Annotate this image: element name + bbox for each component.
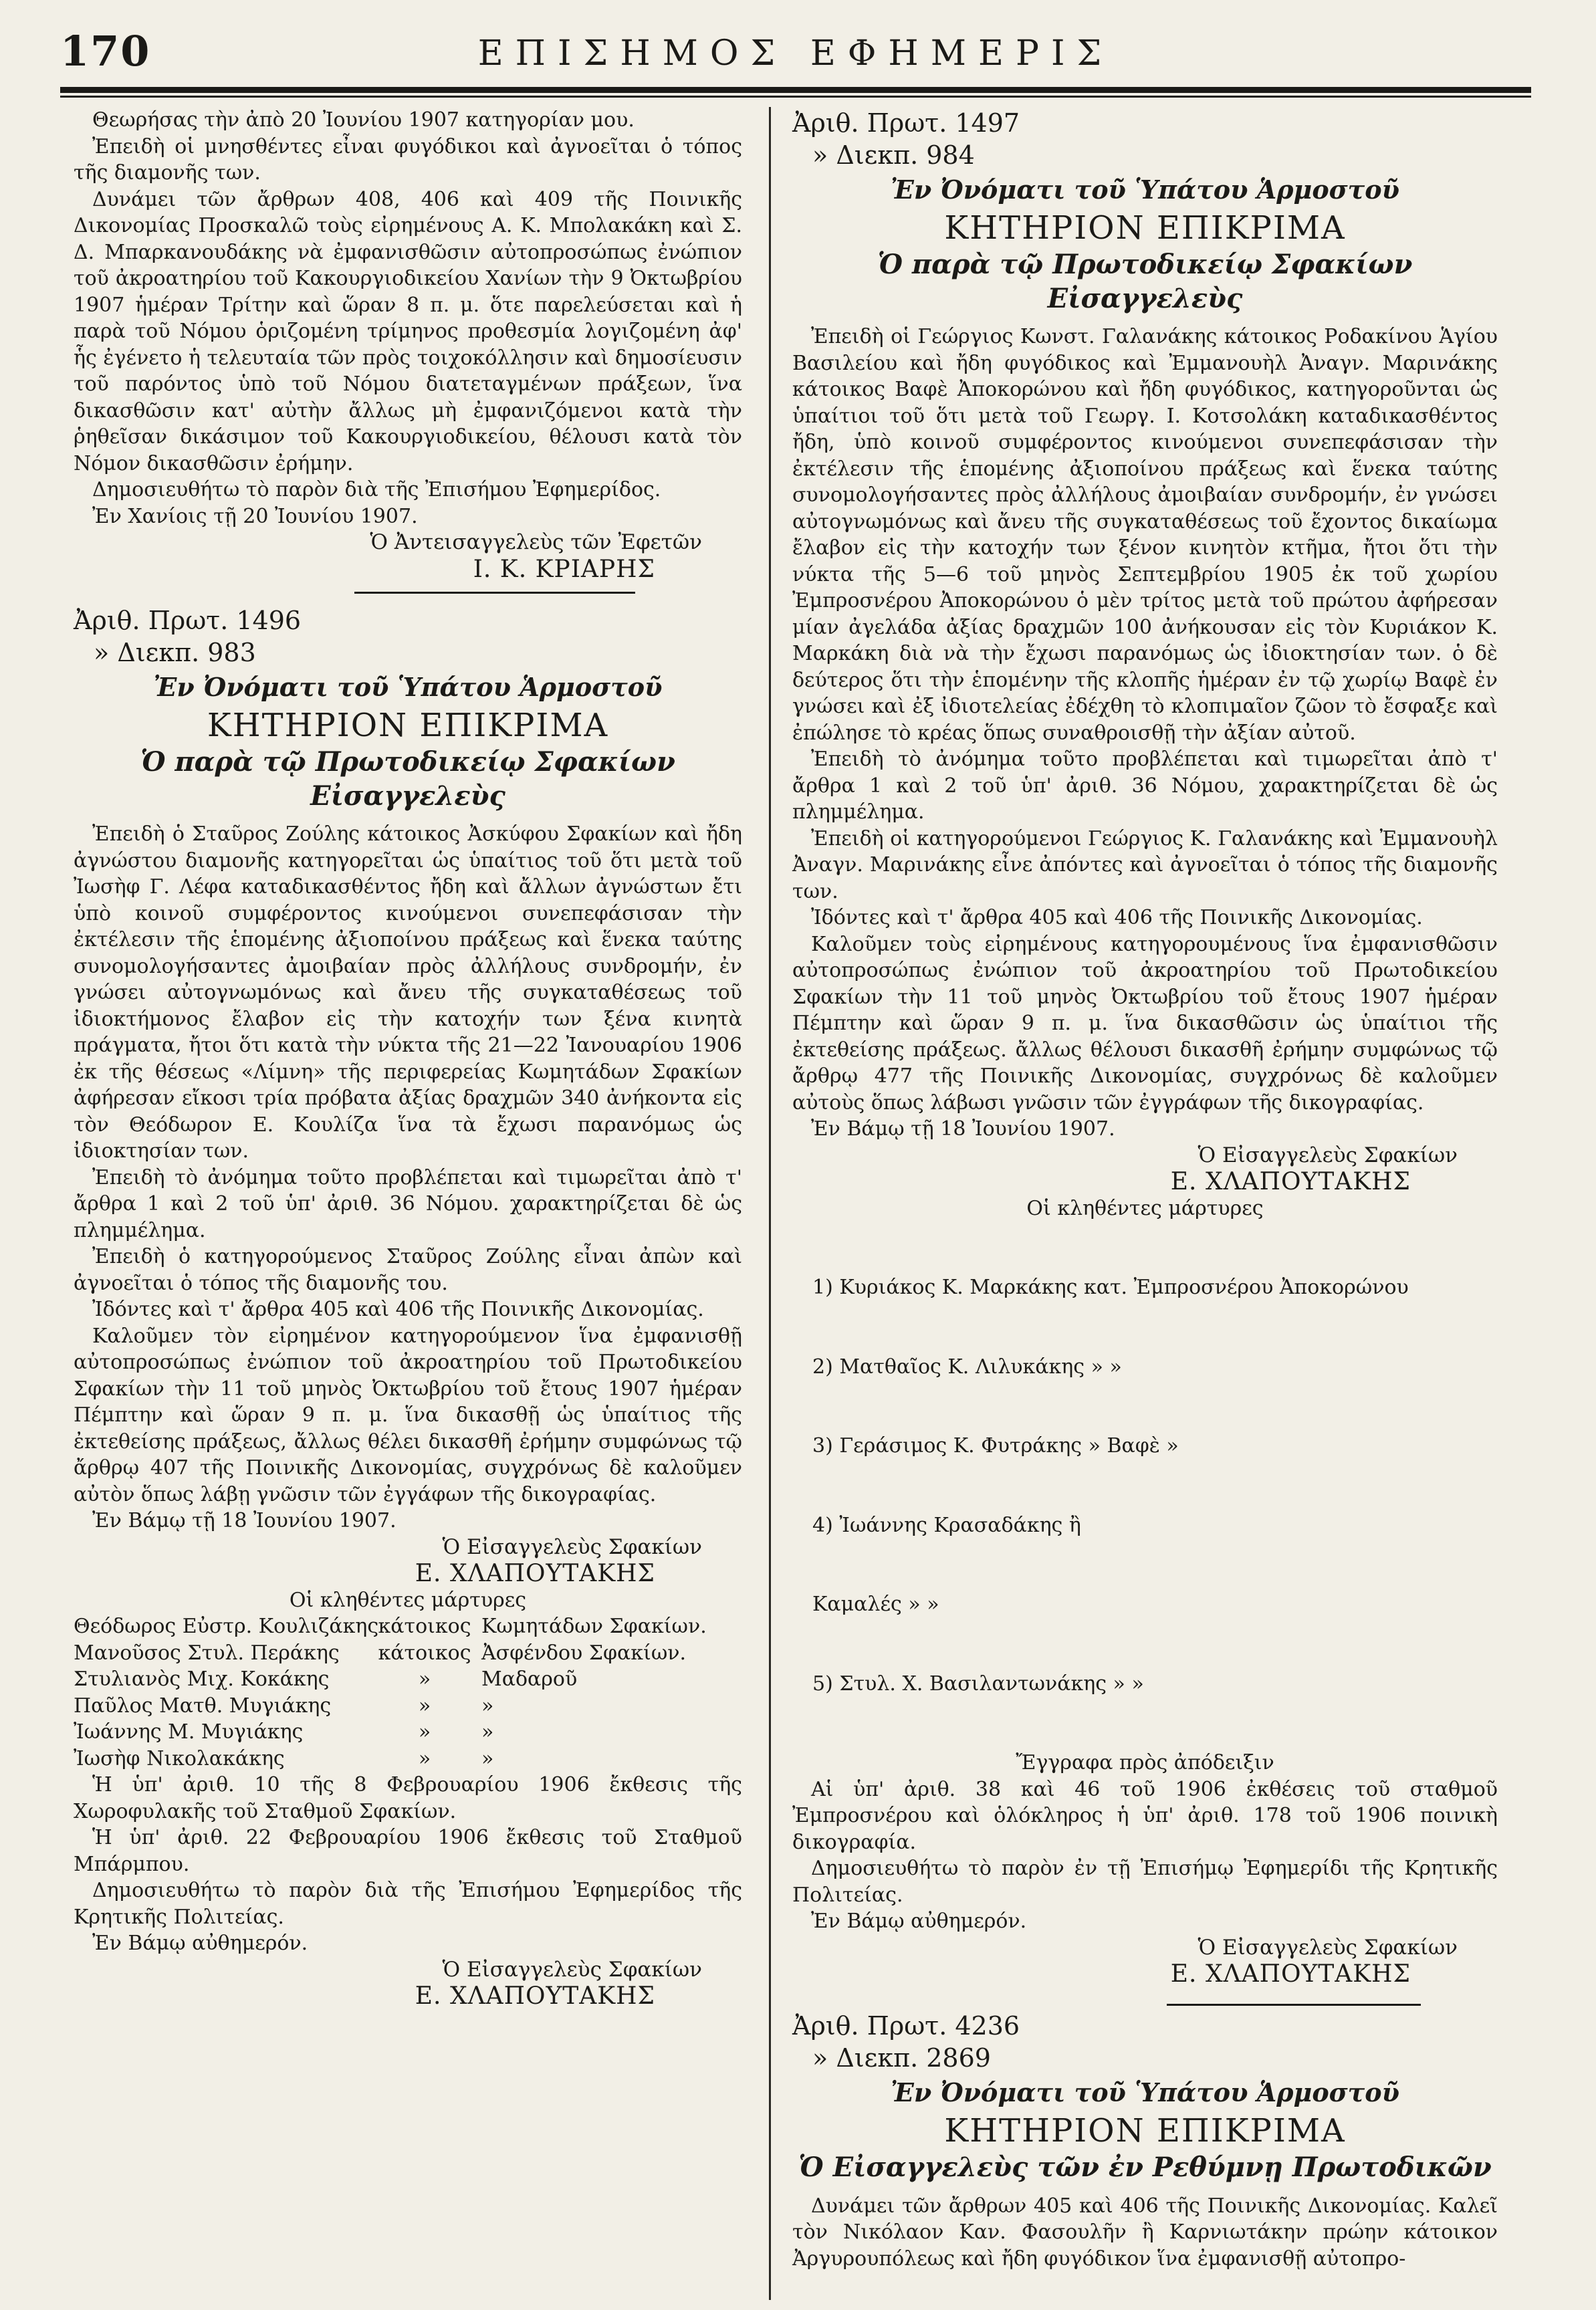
witness-name: Στυλιανὸς Μιχ. Κοκάκης — [74, 1667, 330, 1691]
witness-row — [74, 1613, 742, 1640]
right-column — [792, 107, 1498, 2272]
witness-mark: κάτοικος — [378, 1641, 471, 1665]
heading-court: Ὁ Εἰσαγγελεὺς τῶν ἐν Ρεθύμνῃ Πρωτοδικῶν — [798, 2151, 1492, 2183]
witness-mark: » — [418, 1746, 431, 1770]
witness-name: Ἰωάννης Μ. Μυγιάκης — [74, 1720, 304, 1744]
witness-mark: κάτοικος — [378, 1615, 471, 1638]
section-separator — [354, 592, 635, 594]
intro-date: Ἐν Χανίοις τῇ 20 Ἰουνίου 1907. — [92, 504, 418, 528]
dispatch-number: » Διεκπ. 983 — [94, 638, 256, 667]
reference-numbers — [792, 2010, 1498, 2074]
signature-role: Ὁ Εἰσαγγελεὺς Σφακίων — [1198, 1935, 1458, 1960]
witness-name: Μανοῦσος Στυλ. Περάκης — [74, 1641, 340, 1665]
witness-row: 5) Στυλ. Χ. Βασιλαντωνάκης » » — [812, 1671, 1144, 1696]
witness-row — [74, 1693, 742, 1720]
body-paragraph: Ἐπειδὴ τὸ ἀνόμημα τοῦτο προβλέπεται καὶ τιμωρεῖται ἀπὸ τ' ἄρθρα 1 καὶ 2 τοῦ ὑπ' ἀριθ. 36 Νόμου, χαρακτηρίζεται δὲ ὡς πλημμέλημα. — [792, 747, 1498, 824]
evidence-document: Ἡ ὑπ' ἀριθ. 22 Φεβρουαρίου 1906 ἔκθεσις τοῦ Σταθμοῦ Μπάρμπου. — [74, 1826, 742, 1876]
place-date: Ἐν Βάμῳ αὐθημερόν. — [811, 1910, 1027, 1933]
body-paragraph: Ἰδόντες καὶ τ' ἄρθρα 405 καὶ 406 τῆς Ποινικῆς Δικονομίας. — [92, 1298, 704, 1321]
witnesses-title: Οἱ κληθέντες μάρτυρες — [289, 1588, 527, 1612]
gazette-title: ΕΠΙΣΗΜΟΣ ΕΦΗΜΕΡΙΣ — [477, 33, 1114, 74]
signature-name: Ε. ΧΛΑΠΟΥΤΑΚΗΣ — [415, 1560, 655, 1587]
signature-name: Ι. Κ. ΚΡΙΑΡΗΣ — [473, 555, 655, 583]
protocol-number: Ἀριθ. Πρωτ. 1497 — [792, 108, 1020, 138]
header-rule — [60, 87, 1531, 93]
body-paragraph: Ἐπειδὴ ὁ Σταῦρος Ζούλης κάτοικος Ἀσκύφου Σφακίων καὶ ἤδη ἀγνώστου διαμονῆς κατηγορεῖται ὡς ὑπαίτιος τοῦ ὅτι μετὰ τοῦ Ἰωσὴφ Γ. Λέφα καταδικασθέντος ἤδη καὶ ἄλλων ἀγνώστων ἔτι ὑπὸ κοινοῦ συμφέροντος κινούμενοι συνεπεφάσισαν τὴν ἐκτέλεσιν τῆς ἑπομένης ἀξιοποίνου πράξεως καὶ ἕνεκα ταύτης συνομολογήσαντες ἀμοιβαίαν πρὸς ἀλλήλους συνδρομήν, ἐν γνώσει αὐτογνωμόνως καὶ ἄνευ τῆς συγκαταθέσεως τοῦ ἰδιοκτήμονος ἔλαβον εἰς τὴν κατοχήν των ξένα κινητὰ πράγματα, ἤτοι ὅτι κατὰ τὴν νύκτα τῆς 21—22 Ἰανουαρίου 1906 ἐκ τῆς θέσεως «Λίμνη» τῆς περιφερείας Κωμητάδων Σφακίων ἀφήρεσαν εἴκοσι τρία πρόβατα ἀξίας δραχμῶν 340 ἀνήκοντα εἰς τὸν Θεόδωρον Ε. Κουλίζα ἵνα τὰ ἔχωσι παρανόμως ὡς ἰδιοκτησίαν των. — [74, 822, 742, 1163]
witness-row — [74, 1640, 742, 1667]
heading-court: Ὁ παρὰ τῷ Πρωτοδικείῳ Σφακίων — [877, 249, 1413, 280]
intro-paragraph: Δημοσιευθήτω τὸ παρὸν διὰ τῆς Ἐπισήμου Ἐφημερίδος. — [92, 478, 661, 501]
publication-order: Δημοσιευθήτω τὸ παρὸν διὰ τῆς Ἐπισήμου Ἐφημερίδος τῆς Κρητικῆς Πολιτείας. — [74, 1879, 742, 1929]
signature-name: Ε. ΧΛΑΠΟΥΤΑΚΗΣ — [415, 1982, 655, 2010]
body-date: Ἐν Βάμῳ τῇ 18 Ἰουνίου 1907. — [92, 1509, 396, 1532]
dispatch-number: » Διεκπ. 2869 — [812, 2043, 991, 2073]
signature-role: Ὁ Ἀντεισαγγελεὺς τῶν Ἐφετῶν — [370, 530, 702, 554]
body-paragraph: Ἐπειδὴ οἱ κατηγορούμενοι Γεώργιος Κ. Γαλανάκης καὶ Ἐμμανουὴλ Ἀναγν. Μαρινάκης εἶνε ἀπόντες καὶ ἀγνοεῖται ὁ τόπος τῆς διαμονῆς των. — [792, 826, 1498, 903]
witness-place: » — [481, 1694, 494, 1718]
witness-mark: » — [418, 1720, 431, 1744]
heading-document-type: ΚΗΤΗΡΙΟΝ ΕΠΙΚΡΙΜΑ — [944, 209, 1346, 247]
signature-role: Ὁ Εἰσαγγελεὺς Σφακίων — [1198, 1143, 1458, 1167]
witness-row: 4) Ἰωάννης Κρασαδάκης ἢ — [812, 1513, 1081, 1537]
witness-row: Καμαλές » » — [812, 1593, 939, 1616]
body-paragraph: Ἰδόντες καὶ τ' ἄρθρα 405 καὶ 406 τῆς Ποινικῆς Δικονομίας. — [811, 906, 1423, 929]
witness-row: 1) Κυριάκος Κ. Μαρκάκης κατ. Ἐμπροσνέρου Ἀποκορώνου — [812, 1276, 1409, 1299]
reference-numbers — [792, 107, 1498, 171]
intro-paragraph: Δυνάμει τῶν ἄρθρων 408, 406 καὶ 409 τῆς Ποινικῆς Δικονομίας Προσκαλῶ τοὺς εἰρημένους Α. Κ. Μπολακάκη καὶ Σ. Δ. Μπαρκανουδάκης νὰ ἐμφανισθῶσιν αὐτοπροσώπως ἐνώπιον τοῦ ἀκροατηρίου τοῦ Κακουργιοδικείου Χανίων τὴν 9 Ὀκτωβρίου 1907 ἡμέραν Τρίτην καὶ ὥραν 8 π. μ. ὅτε παρελεύσεται καὶ ἡ παρὰ τοῦ Νόμου ὁριζομένη τρίμηνος προθεσμία λογιζομένη ἀφ' ἧς ἐγένετο ἡ τελευταία τῶν πρὸς τοιχοκόλλησιν καὶ δημοσίευσιν τοῦ παρόντος ὑπὸ τοῦ Νόμου διατεταγμένων πράξεων, ἵνα δικασθῶσιν κατ' αὐτὴν ἄλλως μὴ ἐμφανιζόμενοι κατὰ τὴν ῥηθεῖσαν δικάσιμον τοῦ Κακουργιοδικείου, θέλουσι κατὰ τὸν Νόμον δικασθῶσιν ἐρήμην. — [74, 187, 742, 475]
witness-name: Ἰωσὴφ Νικολακάκης — [74, 1746, 285, 1770]
witnesses-title: Οἱ κληθέντες μάρτυρες — [1026, 1196, 1264, 1220]
evidence-document: Αἱ ὑπ' ἀριθ. 38 καὶ 46 τοῦ 1906 ἐκθέσεις τοῦ σταθμοῦ Ἐμπροσνέρου καὶ ὁλόκληρος ἡ ὑπ' ἀριθ. 178 τοῦ 1906 ποινικὴ δικογραφία. — [792, 1777, 1498, 1854]
intro-paragraph: Ἐπειδὴ οἱ μνησθέντες εἶναι φυγόδικοι καὶ ἀγνοεῖται ὁ τόπος τῆς διαμονῆς των. — [74, 134, 742, 185]
witness-name: Παῦλος Ματθ. Μυγιάκης — [74, 1694, 332, 1718]
page-header — [60, 20, 1531, 94]
heading-prosecutor: Εἰσαγγελεὺς — [1047, 283, 1243, 314]
witness-place: » — [481, 1720, 494, 1744]
signature-name: Ε. ΧΛΑΠΟΥΤΑΚΗΣ — [1170, 1168, 1411, 1195]
body-date: Ἐν Βάμῳ τῇ 18 Ἰουνίου 1907. — [811, 1117, 1115, 1141]
witness-mark: » — [418, 1694, 431, 1718]
dispatch-number: » Διεκπ. 984 — [812, 140, 975, 170]
body-paragraph: Ἐπειδὴ τὸ ἀνόμημα τοῦτο προβλέπεται καὶ τιμωρεῖται ἀπὸ τ' ἄρθρα 1 καὶ 2 τοῦ ὑπ' ἀριθ. 36 Νόμου. χαρακτηρίζεται δὲ ὡς πλημμέλημα. — [74, 1165, 742, 1242]
heading-in-the-name: Ἐν Ὀνόματι τοῦ Ὑπάτου Ἁρμοστοῦ — [891, 175, 1399, 205]
signature-role: Ὁ Εἰσαγγελεὺς Σφακίων — [442, 1534, 702, 1559]
witness-list — [792, 1222, 1498, 1750]
witness-mark: » — [418, 1667, 431, 1691]
reference-numbers — [74, 604, 742, 669]
witness-name: Θεόδωρος Εὐστρ. Κουλιζάκης — [74, 1615, 379, 1638]
intro-paragraph: Θεωρήσας τὴν ἀπὸ 20 Ἰουνίου 1907 κατηγορίαν μου. — [92, 108, 635, 132]
body-paragraph: Δυνάμει τῶν ἄρθρων 405 καὶ 406 τῆς Ποινικῆς Δικονομίας. Καλεῖ τὸν Νικόλαον Καν. Φασουλῆν ἢ Καρνιωτάκην πρώην κάτοικον Ἀργυρουπόλεως καὶ ἤδη φυγόδικον ἵνα ἐμφανισθῇ αὐτοπρο- — [792, 2194, 1498, 2271]
heading-document-type: ΚΗΤΗΡΙΟΝ ΕΠΙΚΡΙΜΑ — [944, 2111, 1346, 2150]
body-paragraph: Καλοῦμεν τοὺς εἰρημένους κατηγορουμένους ἵνα ἐμφανισθῶσιν αὐτοπροσώπως ἐνώπιον τοῦ ἀκροατηρίου τοῦ Πρωτοδικείου Σφακίων τὴν 11 τοῦ μηνὸς Ὀκτωβρίου τοῦ ἔτους 1907 ἡμέραν Πέμπτην καὶ ὥραν 9 π. μ. ἵνα δικασθῶσιν ὡς ὑπαίτιοι τῆς ἐκτεθείσης πράξεως. ἄλλως θέλουσι δικασθῆ ἐρήμην συμφώνως τῷ ἄρθρῳ 477 τῆς Ποινικῆς Δικονομίας, συγχρόνως δὲ καλοῦμεν αὐτοὺς ὅπως λάβωσι γνῶσιν τῶν ἐγγράφων τῆς δικογραφίας. — [792, 932, 1498, 1115]
body-paragraph: Ἐπειδὴ ὁ κατηγορούμενος Σταῦρος Ζούλης εἶναι ἀπὼν καὶ ἀγνοεῖται ὁ τόπος τῆς διαμονῆς του. — [74, 1245, 742, 1295]
body-paragraph: Ἐπειδὴ οἱ Γεώργιος Κωνστ. Γαλανάκης κάτοικος Ροδακίνου Ἁγίου Βασιλείου καὶ ἤδη φυγόδικος καὶ Ἐμμανουὴλ Ἀναγν. Μαρινάκης κάτοικος Βαφὲ Ἀποκορώνου καὶ ἤδη φυγόδικος, κατηγοροῦνται ὡς ὑπαίτιοι τοῦ ὅτι μετὰ τοῦ Γεωργ. Ι. Κοτσολάκη καταδικασθέντος ἤδη, ὑπὸ κοινοῦ συμφέροντος κινούμενοι συνεπεφάσισαν τὴν ἐκτέλεσιν τῆς ἑπομένης ἀξιοποίνου πράξεως καὶ ἕνεκα ταύτης συνομολογήσαντες πρὸς ἀλλήλους ἀμοιβαίαν συνδρομήν, ἐν γνώσει αὐτογνωμόνως καὶ ἄνευ τῆς συγκαταθέσεως τοῦ ἔχοντος δικαίωμα ἔλαβον εἰς τὴν κατοχήν των ξένον κινητὸν κτῆμα, ἤτοι ὅτι τὴν νύκτα τῆς 5—6 τοῦ μηνὸς Σεπτεμβρίου 1905 ἐκ τοῦ χωρίου Ἐμπροσνέρου Ἀποκορώνου ὁ μὲν τρίτος μετὰ τοῦ πρώτου ἀφήρεσαν μίαν ἀγελάδα ἀξίας δραχμῶν 100 ἀνήκουσαν εἰς τὸν Κυριάκον Κ. Μαρκάκη διὰ νὰ τὴν ἔχωσι παρανόμως ὡς ἰδιοκτησίαν των. ὁ δὲ δεύτερος ὅτι τὴν ἑπομένην τῆς κλοπῆς ἡμέραν ἐν τῷ χωρίῳ Βαφὲ ἐν γνώσει καὶ ἐξ ἰδιοτελείας ἐδέχθη τὸ κλοπιμαῖον ζῶον τὸ ἔσφαξε καὶ ἐπώλησε τὸ κρέας ὅπως συναθροισθῇ τὴν ἀξίαν αὐτοῦ. — [792, 325, 1498, 745]
witness-list — [74, 1613, 742, 1772]
heading-document-type: ΚΗΤΗΡΙΟΝ ΕΠΙΚΡΙΜΑ — [207, 707, 609, 744]
witness-place: Κωμητάδων Σφακίων. — [481, 1615, 707, 1638]
signature-role: Ὁ Εἰσαγγελεὺς Σφακίων — [442, 1957, 702, 1982]
left-column — [74, 107, 742, 2010]
protocol-number: Ἀριθ. Πρωτ. 1496 — [74, 606, 302, 635]
page-number: 170 — [60, 27, 151, 76]
evidence-document: Ἡ ὑπ' ἀριθ. 10 τῆς 8 Φεβρουαρίου 1906 ἔκθεσις τῆς Χωροφυλακῆς τοῦ Σταθμοῦ Σφακίων. — [74, 1773, 742, 1823]
witness-row — [74, 1746, 742, 1772]
witness-row — [74, 1719, 742, 1746]
witness-place: Ἀσφένδου Σφακίων. — [481, 1641, 687, 1665]
heading-in-the-name: Ἐν Ὀνόματι τοῦ Ὑπάτου Ἁρμοστοῦ — [891, 2077, 1399, 2107]
witness-row: 2) Ματθαῖος Κ. Λιλυκάκης » » — [812, 1355, 1122, 1379]
evidence-title: Ἔγγραφα πρὸς ἀπόδειξιν — [1016, 1751, 1274, 1774]
publication-order: Δημοσιευθήτω τὸ παρὸν ἐν τῇ Ἐπισήμῳ Ἐφημερίδι τῆς Κρητικῆς Πολιτείας. — [792, 1857, 1498, 1907]
section-separator — [1167, 2004, 1421, 2006]
heading-court: Ὁ παρὰ τῷ Πρωτοδικείῳ Σφακίων — [140, 746, 675, 778]
witness-place: Μαδαροῦ — [481, 1667, 578, 1691]
heading-in-the-name: Ἐν Ὀνόματι τοῦ Ὑπάτου Ἁρμοστοῦ — [153, 672, 663, 702]
witness-row — [74, 1666, 742, 1693]
witness-place: » — [481, 1746, 494, 1770]
body-paragraph: Καλοῦμεν τὸν εἰρημένον κατηγορούμενον ἵνα ἐμφανισθῇ αὐτοπροσώπως ἐνώπιον τοῦ ἀκροατηρίου τοῦ Πρωτοδικείου Σφακίων τὴν 11 τοῦ μηνὸς Ὀκτωβρίου τοῦ ἔτους 1907 ἡμέραν Πέμπτην καὶ ὥραν 9 π. μ. ἵνα δικασθῇ ὡς ὑπαίτιος τῆς ἐκτεθείσης πράξεως, ἄλλως θέλει δικασθῆ ἐρήμην συμφώνως τῷ ἄρθρῳ 407 τῆς Ποινικῆς Δικονομίας, συγχρόνως δὲ καλοῦμεν αὐτὸν ὅπως λάβῃ γνῶσιν τῶν ἐγγάφων τῆς δικογραφίας. — [74, 1324, 742, 1506]
heading-prosecutor: Εἰσαγγελεὺς — [310, 780, 505, 812]
signature-name: Ε. ΧΛΑΠΟΥΤΑΚΗΣ — [1170, 1960, 1411, 1988]
column-divider — [769, 107, 771, 2300]
protocol-number: Ἀριθ. Πρωτ. 4236 — [792, 2010, 1020, 2041]
header-rule-thin — [60, 96, 1531, 98]
place-date: Ἐν Βάμῳ αὐθημερόν. — [92, 1932, 308, 1955]
witness-row: 3) Γεράσιμος Κ. Φυτράκης » Βαφὲ » — [812, 1434, 1179, 1458]
